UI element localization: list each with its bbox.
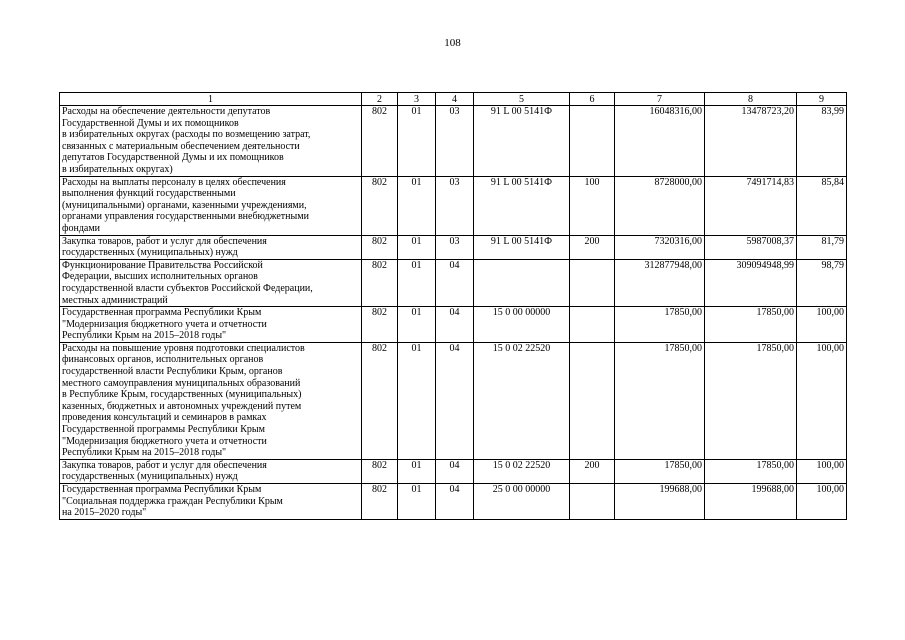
expense-name: Государственная программа Республики Крым "Модернизация бюджетного учета и отчетности Республики Крым на 2015–2018 годы" <box>60 307 362 343</box>
executed-amount: 13478723,20 <box>705 106 797 177</box>
table-row <box>60 235 847 259</box>
column-header: 4 <box>436 93 474 106</box>
planned-amount: 17850,00 <box>615 342 705 459</box>
table-row <box>60 259 847 306</box>
subsection-code: 04 <box>436 259 474 306</box>
executed-amount: 5987008,37 <box>705 235 797 259</box>
department-code: 802 <box>362 176 398 235</box>
table-row <box>60 459 847 483</box>
table-row <box>60 484 847 520</box>
executed-amount: 309094948,99 <box>705 259 797 306</box>
subsection-code: 04 <box>436 484 474 520</box>
target-article-code <box>474 259 570 306</box>
subsection-code: 04 <box>436 459 474 483</box>
column-header: 1 <box>60 93 362 106</box>
table-row <box>60 176 847 235</box>
execution-percent: 83,99 <box>797 106 847 177</box>
department-code: 802 <box>362 106 398 177</box>
execution-percent: 100,00 <box>797 484 847 520</box>
expense-type-code <box>570 484 615 520</box>
planned-amount: 17850,00 <box>615 307 705 343</box>
execution-percent: 100,00 <box>797 459 847 483</box>
expense-type-code <box>570 106 615 177</box>
planned-amount: 17850,00 <box>615 459 705 483</box>
executed-amount: 17850,00 <box>705 342 797 459</box>
page-number: 108 <box>444 37 461 49</box>
execution-percent: 100,00 <box>797 307 847 343</box>
expense-name: Функционирование Правительства Российской Федерации, высших исполнительных органов государственной власти субъектов Российской Федерации, местных администраций <box>60 259 362 306</box>
expense-name: Расходы на обеспечение деятельности депутатов Государственной Думы и их помощников в избирательных округах (расходы по возмещению затрат, связанных с материальным обеспечением деятельности депутатов Государственной Думы и их помощников в избирательных округах) <box>60 106 362 177</box>
subsection-code: 03 <box>436 235 474 259</box>
budget-table <box>59 92 847 520</box>
expense-name: Государственная программа Республики Крым "Социальная поддержка граждан Республики Крым на 2015–2020 годы" <box>60 484 362 520</box>
subsection-code: 04 <box>436 342 474 459</box>
expense-type-code <box>570 307 615 343</box>
department-code: 802 <box>362 235 398 259</box>
section-code: 01 <box>398 106 436 177</box>
table-row <box>60 342 847 459</box>
column-header: 8 <box>705 93 797 106</box>
department-code: 802 <box>362 259 398 306</box>
target-article-code: 91 L 00 5141Ф <box>474 176 570 235</box>
subsection-code: 04 <box>436 307 474 343</box>
subsection-code: 03 <box>436 106 474 177</box>
column-header: 5 <box>474 93 570 106</box>
planned-amount: 8728000,00 <box>615 176 705 235</box>
section-code: 01 <box>398 176 436 235</box>
expense-type-code <box>570 342 615 459</box>
section-code: 01 <box>398 342 436 459</box>
planned-amount: 199688,00 <box>615 484 705 520</box>
section-code: 01 <box>398 307 436 343</box>
execution-percent: 100,00 <box>797 342 847 459</box>
department-code: 802 <box>362 307 398 343</box>
column-header: 2 <box>362 93 398 106</box>
expense-name: Расходы на выплаты персоналу в целях обеспечения выполнения функций государственными (муниципальными) органами, казенными учреждениями, органами управления государственными внебюджетными фондами <box>60 176 362 235</box>
department-code: 802 <box>362 342 398 459</box>
department-code: 802 <box>362 459 398 483</box>
column-header: 7 <box>615 93 705 106</box>
executed-amount: 7491714,83 <box>705 176 797 235</box>
expense-name: Расходы на повышение уровня подготовки специалистов финансовых органов, исполнительных органов государственной власти Республики Крым, органов местного самоуправления муниципальных образований в Республике Крым, государственных (муниципальных) казенных, бюджетных и автономных учреждений путем проведения консультаций и семинаров в рамках Государственной программы Республики Крым "Модернизация бюджетного учета и отчетности Республики Крым на 2015–2018 годы" <box>60 342 362 459</box>
column-header: 3 <box>398 93 436 106</box>
section-code: 01 <box>398 459 436 483</box>
planned-amount: 7320316,00 <box>615 235 705 259</box>
executed-amount: 199688,00 <box>705 484 797 520</box>
subsection-code: 03 <box>436 176 474 235</box>
execution-percent: 98,79 <box>797 259 847 306</box>
column-header: 6 <box>570 93 615 106</box>
section-code: 01 <box>398 259 436 306</box>
executed-amount: 17850,00 <box>705 459 797 483</box>
expense-type-code: 100 <box>570 176 615 235</box>
expense-name: Закупка товаров, работ и услуг для обеспечения государственных (муниципальных) нужд <box>60 235 362 259</box>
expense-name: Закупка товаров, работ и услуг для обеспечения государственных (муниципальных) нужд <box>60 459 362 483</box>
planned-amount: 16048316,00 <box>615 106 705 177</box>
section-code: 01 <box>398 484 436 520</box>
expense-type-code: 200 <box>570 459 615 483</box>
execution-percent: 85,84 <box>797 176 847 235</box>
target-article-code: 91 L 00 5141Ф <box>474 235 570 259</box>
table-row <box>60 307 847 343</box>
section-code: 01 <box>398 235 436 259</box>
column-header: 9 <box>797 93 847 106</box>
target-article-code: 15 0 00 00000 <box>474 307 570 343</box>
target-article-code: 15 0 02 22520 <box>474 459 570 483</box>
expense-type-code <box>570 259 615 306</box>
department-code: 802 <box>362 484 398 520</box>
target-article-code: 15 0 02 22520 <box>474 342 570 459</box>
header-row <box>60 93 847 106</box>
target-article-code: 25 0 00 00000 <box>474 484 570 520</box>
planned-amount: 312877948,00 <box>615 259 705 306</box>
target-article-code: 91 L 00 5141Ф <box>474 106 570 177</box>
execution-percent: 81,79 <box>797 235 847 259</box>
expense-type-code: 200 <box>570 235 615 259</box>
executed-amount: 17850,00 <box>705 307 797 343</box>
table-row <box>60 106 847 177</box>
